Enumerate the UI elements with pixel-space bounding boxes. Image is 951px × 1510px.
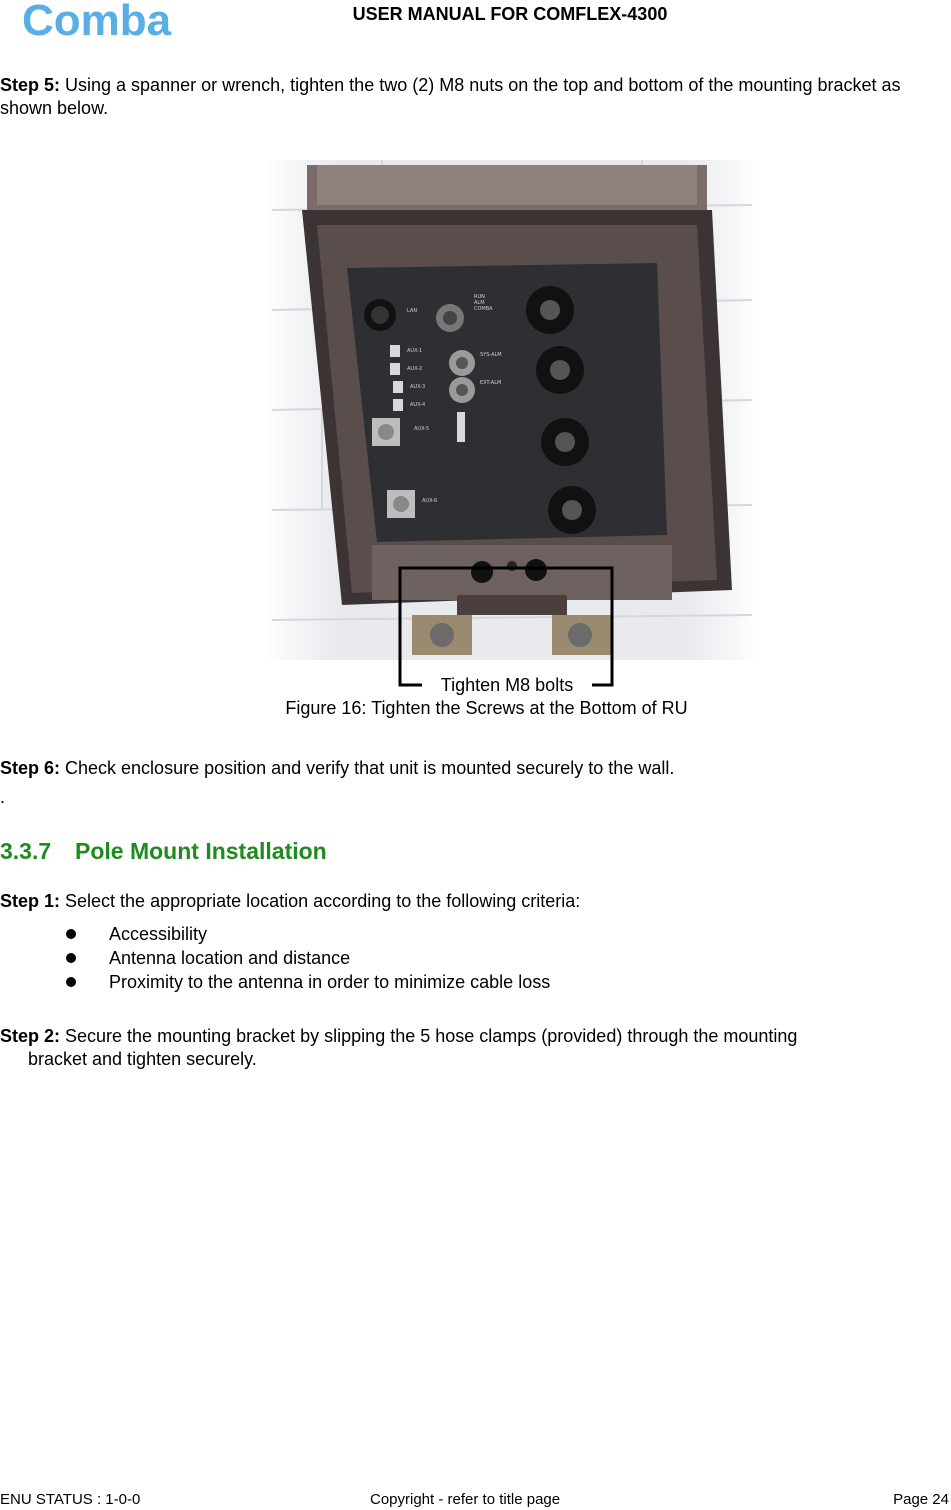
section-number: 3.3.7 [0, 838, 52, 864]
panel-label-lan: LAN [407, 308, 418, 314]
dot-line: . [0, 787, 6, 807]
panel-label-aux3: AUX-3 [410, 384, 426, 390]
bullet-icon [66, 929, 76, 939]
step-6-paragraph [0, 757, 674, 780]
logo-text: Comba [22, 0, 172, 42]
footer-page-number: Page 24 [893, 1491, 949, 1508]
step-5-text: Using a spanner or wrench, tighten the two (2) M8 nuts on the top and bottom of the mounting bracket as shown below. [0, 75, 901, 118]
panel-label-aux1: AUX-1 [407, 348, 423, 354]
step-5-paragraph [0, 74, 945, 120]
panel-label-aux2: AUX-2 [407, 366, 423, 372]
step-2-paragraph [0, 1025, 945, 1071]
list-item: Accessibility [66, 922, 550, 946]
step-1-label: Step 1: [0, 891, 61, 911]
bullet-icon [66, 977, 76, 987]
panel-label-run: RUN [474, 294, 485, 300]
ru-bottom-figure [262, 150, 762, 700]
footer-status: ENU STATUS : 1-0-0 [0, 1491, 141, 1508]
footer-copyright: Copyright - refer to title page [370, 1491, 561, 1508]
step-2-label: Step 2: [0, 1026, 61, 1046]
bullet-icon [66, 953, 76, 963]
callout-text: Tighten M8 bolts [440, 675, 574, 695]
step-6-text: Check enclosure position and verify that unit is mounted securely to the wall. [60, 758, 675, 778]
panel-label-aux5: AUX-5 [414, 426, 430, 432]
step-2-text-line2: bracket and tighten securely. [28, 1049, 257, 1069]
step-5-label: Step 5: [0, 75, 61, 95]
panel-label-ext-alm: EXT-ALM [480, 380, 502, 386]
figure-caption: Figure 16: Tighten the Screws at the Bottom of RU [285, 698, 688, 718]
ru-bottom-illustration [262, 150, 762, 700]
document-title: USER MANUAL FOR COMFLEX-4300 [352, 4, 668, 24]
list-item: Proximity to the antenna in order to minimize cable loss [66, 970, 550, 994]
panel-label-aux6: AUX-6 [422, 498, 438, 504]
step-1-paragraph [0, 890, 580, 913]
panel-label-alm: ALM [474, 300, 485, 306]
panel-label-comba: COMBA [474, 306, 493, 312]
criteria-list [66, 922, 550, 994]
step-6-label: Step 6: [0, 758, 61, 778]
section-heading [0, 838, 327, 865]
section-title: Pole Mount Installation [75, 838, 327, 864]
step-1-text: Select the appropriate location according to the following criteria: [60, 891, 581, 911]
step-2-text: Secure the mounting bracket by slipping the 5 hose clamps (provided) through the mounting [60, 1026, 798, 1046]
panel-label-sys-alm: SYS-ALM [480, 352, 502, 358]
comba-logo [22, 0, 212, 42]
panel-label-aux4: AUX-4 [410, 402, 426, 408]
list-item: Antenna location and distance [66, 946, 550, 970]
